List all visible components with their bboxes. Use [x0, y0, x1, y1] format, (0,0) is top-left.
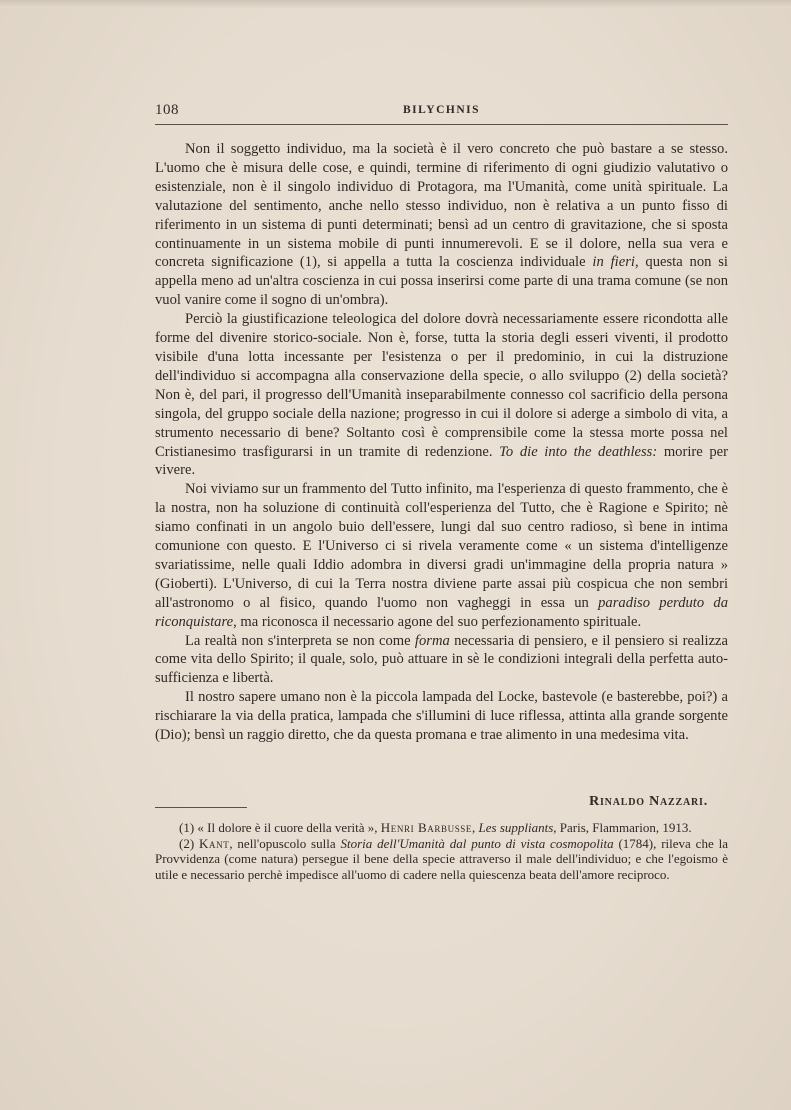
- paragraph-2: Perciò la giustificazione teleologica del dolore dovrà necessariamente essere ricondotta alle forme del divenire storico-sociale. Non è, forse, tutta la storia degli esseri viventi, il prodotto visibile d'una lotta incessante per l'esistenza o per il predominio, in cui la distruzione dell'individuo si accompagna alla conservazione della specie, o allo sviluppo (2) della società? Non è, del pari, il progresso dell'Umanità inseparabilmente connesso col sacrificio della persona singola, del gruppo sociale della nazione; progresso in cui il dolore si aderge a simbolo di vita, a strumento necessario di bene? Soltanto così è comprensibile come la stessa morte possa nel Cristianesimo trasfigurarsi in un tramite di redenzione. To die into the deathless: morire per vivere.: [155, 311, 728, 479]
- page-number: 108: [155, 102, 179, 118]
- author-signature: Rinaldo Nazzari.: [589, 794, 708, 809]
- article-body: [155, 140, 728, 745]
- footnote-2: (2) Kant, nell'opuscolo sulla Storia dell'Umanità dal punto di vista cosmopolita (1784), rileva che la Provvidenza (come natura) persegue il bene della specie attraverso il male dell'individuo; e che l'egoismo è utile e necessario perchè impedisce all'uomo di cadere nella quiescenza beata dell'amore reciproco.: [155, 835, 728, 882]
- paragraph-4: La realtà non s'interpreta se non come forma necessaria di pensiero, e il pensiero si realizza come vita dello Spirito; il quale, solo, può attuare in sè le condizioni integrali della perfetta auto-sufficienza e libertà.: [155, 632, 729, 687]
- footnotes: [155, 820, 728, 882]
- page-top-edge: [0, 0, 791, 8]
- footnote-separator-rule: [155, 807, 247, 808]
- running-title: BILYCHNIS: [403, 104, 480, 116]
- header-rule: [155, 124, 728, 125]
- page-header: [155, 102, 728, 122]
- footnote-1: (1) « Il dolore è il cuore della verità », Henri Barbusse, Les suppliants, Paris, Flammarion, 1913.: [179, 820, 692, 835]
- paragraph-3: Noi viviamo sur un frammento del Tutto infinito, ma l'esperienza di questo frammento, che è la nostra, non ha soluzione di continuità coll'esperienza del Tutto, che è Ragione e Spirito; nè siamo confinati in un angolo buio dell'essere, lungi dal suo centro radioso, sì bene in intima comunione con questo. E l'Universo ci si rivela veramente come « un sistema d'intelligenze svariatissime, nelle quali Iddio adombra in diversi gradi un'immagine della propria natura » (Gioberti). L'Universo, di cui la Terra nostra diviene parte assai più cospicua che non sembri all'astronomo o al fisico, quando l'uomo non vagheggi in essa un paradiso perduto da riconquistare, ma riconosca il necessario agone del suo perfezionamento spirituale.: [155, 481, 728, 630]
- signature-block: [155, 794, 728, 814]
- paragraph-5: Il nostro sapere umano non è la piccola lampada del Locke, bastevole (e basterebbe, poi?) a rischiarare la via della pratica, lampada che s'illumini di luce riflessa, attinta alla grande sorgente (Dio); bensì un raggio diretto, che da questa promana e trae alimento in una medesima vita.: [155, 689, 728, 744]
- paragraph-1: Non il soggetto individuo, ma la società è il vero concreto che può bastare a se stesso. L'uomo che è misura delle cose, e quindi, termine di riferimento di ogni giudizio valutativo o esistenziale, non è il singolo individuo di Protagora, ma l'Umanità, come unità spirituale. La valutazione del sentimento, anche nello stesso individuo, non è relativa a un punto fisso di riferimento in un sistema di punti determinati; bensì ad un centro di gravitazione, che si sposta continuamente in un sistema mobile di punti innumerevoli. E se il dolore, nella sua vera e concreta significazione (1), si appella a tutta la coscienza individuale in fieri, questa non si appella meno ad un'altra coscienza in cui possa inserirsi come parte di una trama comune (se non vuol vanire come il sogno di un'ombra).: [155, 141, 728, 309]
